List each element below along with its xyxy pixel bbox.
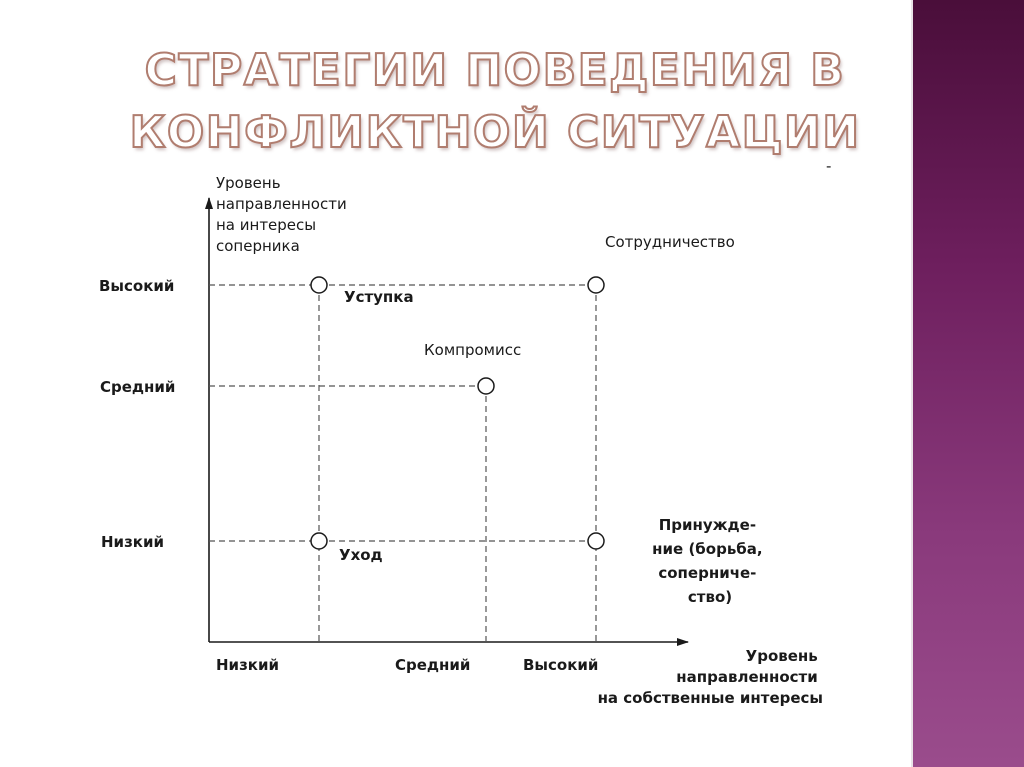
point-avoidance	[311, 533, 327, 549]
label-avoidance: Уход	[339, 546, 383, 564]
point-accommodation	[311, 277, 327, 293]
point-compromise	[478, 378, 494, 394]
label-cooperation: Сотрудничество	[605, 233, 735, 251]
slide-title-line1: СТРАТЕГИИ ПОВЕДЕНИЯ В	[144, 45, 846, 96]
guide-lines	[209, 285, 596, 642]
y-level-low: Низкий	[101, 533, 164, 551]
y-level-mid: Средний	[100, 378, 176, 396]
label-accommodation: Уступка	[344, 288, 414, 306]
x-level-low: Низкий	[216, 656, 279, 674]
label-competition: Принужде- ние (борьба, соперниче- ство)	[652, 516, 763, 606]
label-compromise: Компромисс	[424, 341, 522, 359]
point-cooperation	[588, 277, 604, 293]
stray-mark: -	[826, 157, 832, 175]
point-competition	[588, 533, 604, 549]
x-axis-title: Уровень направленности на собственные интересы	[597, 647, 823, 707]
x-level-high: Высокий	[523, 656, 599, 674]
slide-title-line2: КОНФЛИКТНОЙ СИТУАЦИИ	[129, 107, 861, 158]
x-level-mid: Средний	[395, 656, 471, 674]
y-level-high: Высокий	[99, 277, 175, 295]
y-axis-title: Уровень направленности на интересы соперника	[216, 174, 347, 255]
